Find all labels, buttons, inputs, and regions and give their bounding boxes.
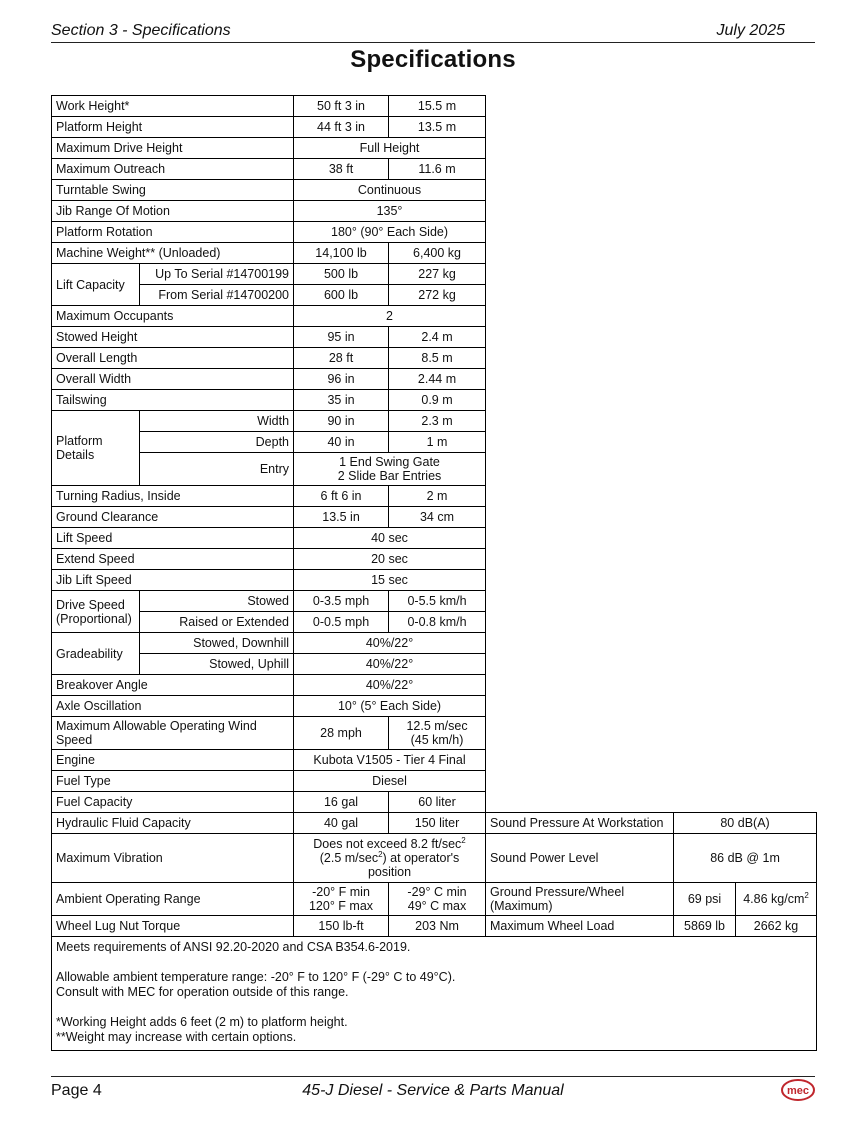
table-row <box>52 432 817 453</box>
pressure-metric: 4.86 kg/cm <box>743 892 805 906</box>
table-row <box>52 591 817 612</box>
spec-value: 40%/22° <box>294 633 486 654</box>
page-title: Specifications <box>350 46 516 73</box>
spec-label: Hydraulic Fluid Capacity <box>52 813 294 834</box>
table-row <box>52 771 817 792</box>
spec-value: 40%/22° <box>294 675 486 696</box>
table-row <box>52 750 817 771</box>
spec-label: Ambient Operating Range <box>52 883 294 916</box>
page-number: Page 4 <box>51 1082 102 1099</box>
spec-metric: 0-0.8 km/h <box>389 612 486 633</box>
spec-sublabel: Width <box>140 411 294 432</box>
table-row <box>52 916 817 937</box>
table-row <box>52 180 817 201</box>
spec-sublabel: Entry <box>140 453 294 486</box>
table-row <box>52 285 817 306</box>
spec-label <box>52 591 140 633</box>
table-row <box>52 612 817 633</box>
table-row <box>52 696 817 717</box>
spec-imperial: 5869 lb <box>674 916 736 937</box>
spec-imperial: 35 in <box>294 390 389 411</box>
spec-sublabel: Up To Serial #14700199 <box>140 264 294 285</box>
table-row <box>52 390 817 411</box>
spec-label: Sound Pressure At Workstation <box>486 813 674 834</box>
spec-value <box>294 453 486 486</box>
spec-metric: 34 cm <box>389 507 486 528</box>
spec-metric <box>389 717 486 750</box>
spec-metric: 15.5 m <box>389 96 486 117</box>
spec-label: Maximum Drive Height <box>52 138 294 159</box>
table-row <box>52 633 817 654</box>
spec-label-line: Platform <box>56 434 103 448</box>
spec-label <box>52 411 140 486</box>
table-row <box>52 327 817 348</box>
table-row <box>52 159 817 180</box>
spec-metric: 2.3 m <box>389 411 486 432</box>
table-row <box>52 654 817 675</box>
spec-imperial: 16 gal <box>294 792 389 813</box>
spec-metric: 0.9 m <box>389 390 486 411</box>
spec-imperial: 0-0.5 mph <box>294 612 389 633</box>
spec-label: Overall Length <box>52 348 294 369</box>
spec-label-line: Details <box>56 448 95 462</box>
vibration-line: (2.5 m/sec <box>319 851 379 865</box>
vibration-line: position <box>367 865 412 879</box>
table-row <box>52 117 817 138</box>
spec-label: Machine Weight** (Unloaded) <box>52 243 294 264</box>
spec-label: Wheel Lug Nut Torque <box>52 916 294 937</box>
table-row <box>52 369 817 390</box>
spec-imperial: 40 in <box>294 432 389 453</box>
superscript: 2 <box>804 890 809 900</box>
spec-value-line: 1 End Swing Gate <box>339 455 440 469</box>
spec-label: Turning Radius, Inside <box>52 486 294 507</box>
page-footer <box>51 1076 815 1103</box>
note-line: *Working Height adds 6 feet (2 m) to platform height. <box>56 1015 348 1029</box>
spec-value: 2 <box>294 306 486 327</box>
spec-sublabel: Raised or Extended <box>140 612 294 633</box>
spec-label: Overall Width <box>52 369 294 390</box>
table-row <box>52 570 817 591</box>
spec-label: Axle Oscillation <box>52 696 294 717</box>
spec-metric: 2.4 m <box>389 327 486 348</box>
notes-block <box>52 937 817 1051</box>
spec-label-line: (Maximum) <box>490 899 553 913</box>
spec-metric: 6,400 kg <box>389 243 486 264</box>
spec-imperial: 44 ft 3 in <box>294 117 389 138</box>
spec-value-line: (45 km/h) <box>410 733 464 747</box>
spec-imperial: 600 lb <box>294 285 389 306</box>
spec-label: Gradeability <box>52 633 140 675</box>
spec-label-line: Speed <box>56 733 93 747</box>
spec-value: Full Height <box>294 138 486 159</box>
spec-label: Platform Rotation <box>52 222 294 243</box>
spec-value: 15 sec <box>294 570 486 591</box>
spec-label: Jib Range Of Motion <box>52 201 294 222</box>
svg-text:mec: mec <box>786 1085 810 1097</box>
spec-label <box>486 883 674 916</box>
spec-imperial: 13.5 in <box>294 507 389 528</box>
spec-label-line: (Proportional) <box>56 611 132 626</box>
table-row <box>52 411 817 432</box>
spec-sublabel: Stowed, Downhill <box>140 633 294 654</box>
spec-sublabel: Stowed, Uphill <box>140 654 294 675</box>
table-row <box>52 96 817 117</box>
table-row <box>52 243 817 264</box>
spec-label: Maximum Occupants <box>52 306 294 327</box>
spec-label: Lift Speed <box>52 528 294 549</box>
spec-sublabel: Stowed <box>140 591 294 612</box>
spec-metric: 203 Nm <box>389 916 486 937</box>
spec-label-line: Ground Pressure/Wheel <box>490 885 625 899</box>
spec-metric <box>736 883 817 916</box>
spec-value: Kubota V1505 - Tier 4 Final <box>294 750 486 771</box>
spec-value: Continuous <box>294 180 486 201</box>
spec-label: Work Height* <box>52 96 294 117</box>
spec-label: Maximum Outreach <box>52 159 294 180</box>
spec-metric: 1 m <box>389 432 486 453</box>
spec-label: Lift Capacity <box>52 264 140 306</box>
spec-imperial: 150 lb-ft <box>294 916 389 937</box>
spec-label: Stowed Height <box>52 327 294 348</box>
table-row <box>52 675 817 696</box>
spec-imperial: 90 in <box>294 411 389 432</box>
table-row <box>52 264 817 285</box>
spec-imperial: 40 gal <box>294 813 389 834</box>
section-title: Section 3 - Specifications <box>51 22 231 39</box>
spec-value: 20 sec <box>294 549 486 570</box>
vibration-line: ) at operator's <box>382 851 460 865</box>
spec-value: Diesel <box>294 771 486 792</box>
spec-value <box>294 834 486 883</box>
spec-imperial: 28 ft <box>294 348 389 369</box>
spec-imperial: 50 ft 3 in <box>294 96 389 117</box>
spec-label: Platform Height <box>52 117 294 138</box>
spec-label-line: Drive Speed <box>56 597 125 612</box>
spec-metric: 272 kg <box>389 285 486 306</box>
spec-label: Extend Speed <box>52 549 294 570</box>
spec-label: Ground Clearance <box>52 507 294 528</box>
spec-imperial: 38 ft <box>294 159 389 180</box>
spec-imperial: 0-3.5 mph <box>294 591 389 612</box>
spec-metric: 2.44 m <box>389 369 486 390</box>
spec-metric: 227 kg <box>389 264 486 285</box>
table-row <box>52 937 817 1051</box>
spec-imperial: 69 psi <box>674 883 736 916</box>
spec-value-line: 120° F max <box>308 899 374 913</box>
table-row <box>52 883 817 916</box>
spec-value-line: 2 Slide Bar Entries <box>337 469 442 483</box>
spec-value-line: -20° F min <box>312 885 370 899</box>
spec-value-line: -29° C min <box>407 885 467 899</box>
spec-label: Engine <box>52 750 294 771</box>
spec-value: 135° <box>294 201 486 222</box>
note-line: **Weight may increase with certain options. <box>56 1030 297 1044</box>
spec-label: Sound Power Level <box>486 834 674 883</box>
table-row <box>52 549 817 570</box>
spec-metric: 0-5.5 km/h <box>389 591 486 612</box>
mec-logo-icon <box>781 1079 815 1101</box>
spec-imperial: 95 in <box>294 327 389 348</box>
spec-value: 180° (90° Each Side) <box>294 222 486 243</box>
spec-label: Fuel Type <box>52 771 294 792</box>
spec-value: 40 sec <box>294 528 486 549</box>
spec-metric <box>389 883 486 916</box>
spec-value: 10° (5° Each Side) <box>294 696 486 717</box>
note-line: Consult with MEC for operation outside of this range. <box>56 985 349 999</box>
spec-label-line: Maximum Allowable Operating Wind <box>56 719 257 733</box>
spec-label: Fuel Capacity <box>52 792 294 813</box>
table-row <box>52 792 817 813</box>
spec-imperial: 500 lb <box>294 264 389 285</box>
spec-value: 86 dB @ 1m <box>674 834 817 883</box>
spec-sublabel: Depth <box>140 432 294 453</box>
spec-value-line: 12.5 m/sec <box>406 719 468 733</box>
table-row <box>52 717 817 750</box>
table-row <box>52 348 817 369</box>
spec-value: 40%/22° <box>294 654 486 675</box>
page-header <box>51 22 815 43</box>
spec-imperial: 6 ft 6 in <box>294 486 389 507</box>
spec-label: Breakover Angle <box>52 675 294 696</box>
spec-imperial: 28 mph <box>294 717 389 750</box>
table-row <box>52 507 817 528</box>
header-date: July 2025 <box>716 22 785 39</box>
table-row <box>52 453 817 486</box>
spec-metric: 2 m <box>389 486 486 507</box>
spec-metric: 60 liter <box>389 792 486 813</box>
spec-imperial: 96 in <box>294 369 389 390</box>
specifications-table <box>51 95 817 1051</box>
table-row <box>52 528 817 549</box>
spec-label: Maximum Vibration <box>52 834 294 883</box>
spec-value-line: 49° C max <box>407 899 467 913</box>
table-row <box>52 222 817 243</box>
note-line: Allowable ambient temperature range: -20° F to 120° F (-29° C to 49°C). <box>56 970 456 984</box>
vibration-line: Does not exceed 8.2 ft/sec <box>313 837 462 851</box>
spec-imperial: 14,100 lb <box>294 243 389 264</box>
spec-label <box>52 717 294 750</box>
spec-label: Turntable Swing <box>52 180 294 201</box>
table-row <box>52 306 817 327</box>
spec-label: Jib Lift Speed <box>52 570 294 591</box>
spec-imperial <box>294 883 389 916</box>
spec-value: 80 dB(A) <box>674 813 817 834</box>
note-line: Meets requirements of ANSI 92.20-2020 and CSA B354.6-2019. <box>56 940 411 954</box>
manual-title: 45-J Diesel - Service & Parts Manual <box>302 1082 564 1099</box>
table-row <box>52 486 817 507</box>
spec-metric: 8.5 m <box>389 348 486 369</box>
spec-metric: 13.5 m <box>389 117 486 138</box>
spec-label: Maximum Wheel Load <box>486 916 674 937</box>
spec-metric: 2662 kg <box>736 916 817 937</box>
spec-sublabel: From Serial #14700200 <box>140 285 294 306</box>
superscript: 2 <box>461 835 466 845</box>
table-row <box>52 813 817 834</box>
spec-label: Tailswing <box>52 390 294 411</box>
spec-metric: 150 liter <box>389 813 486 834</box>
superscript: 2 <box>378 849 383 859</box>
table-row <box>52 138 817 159</box>
table-row <box>52 201 817 222</box>
spec-metric: 11.6 m <box>389 159 486 180</box>
table-row <box>52 834 817 883</box>
